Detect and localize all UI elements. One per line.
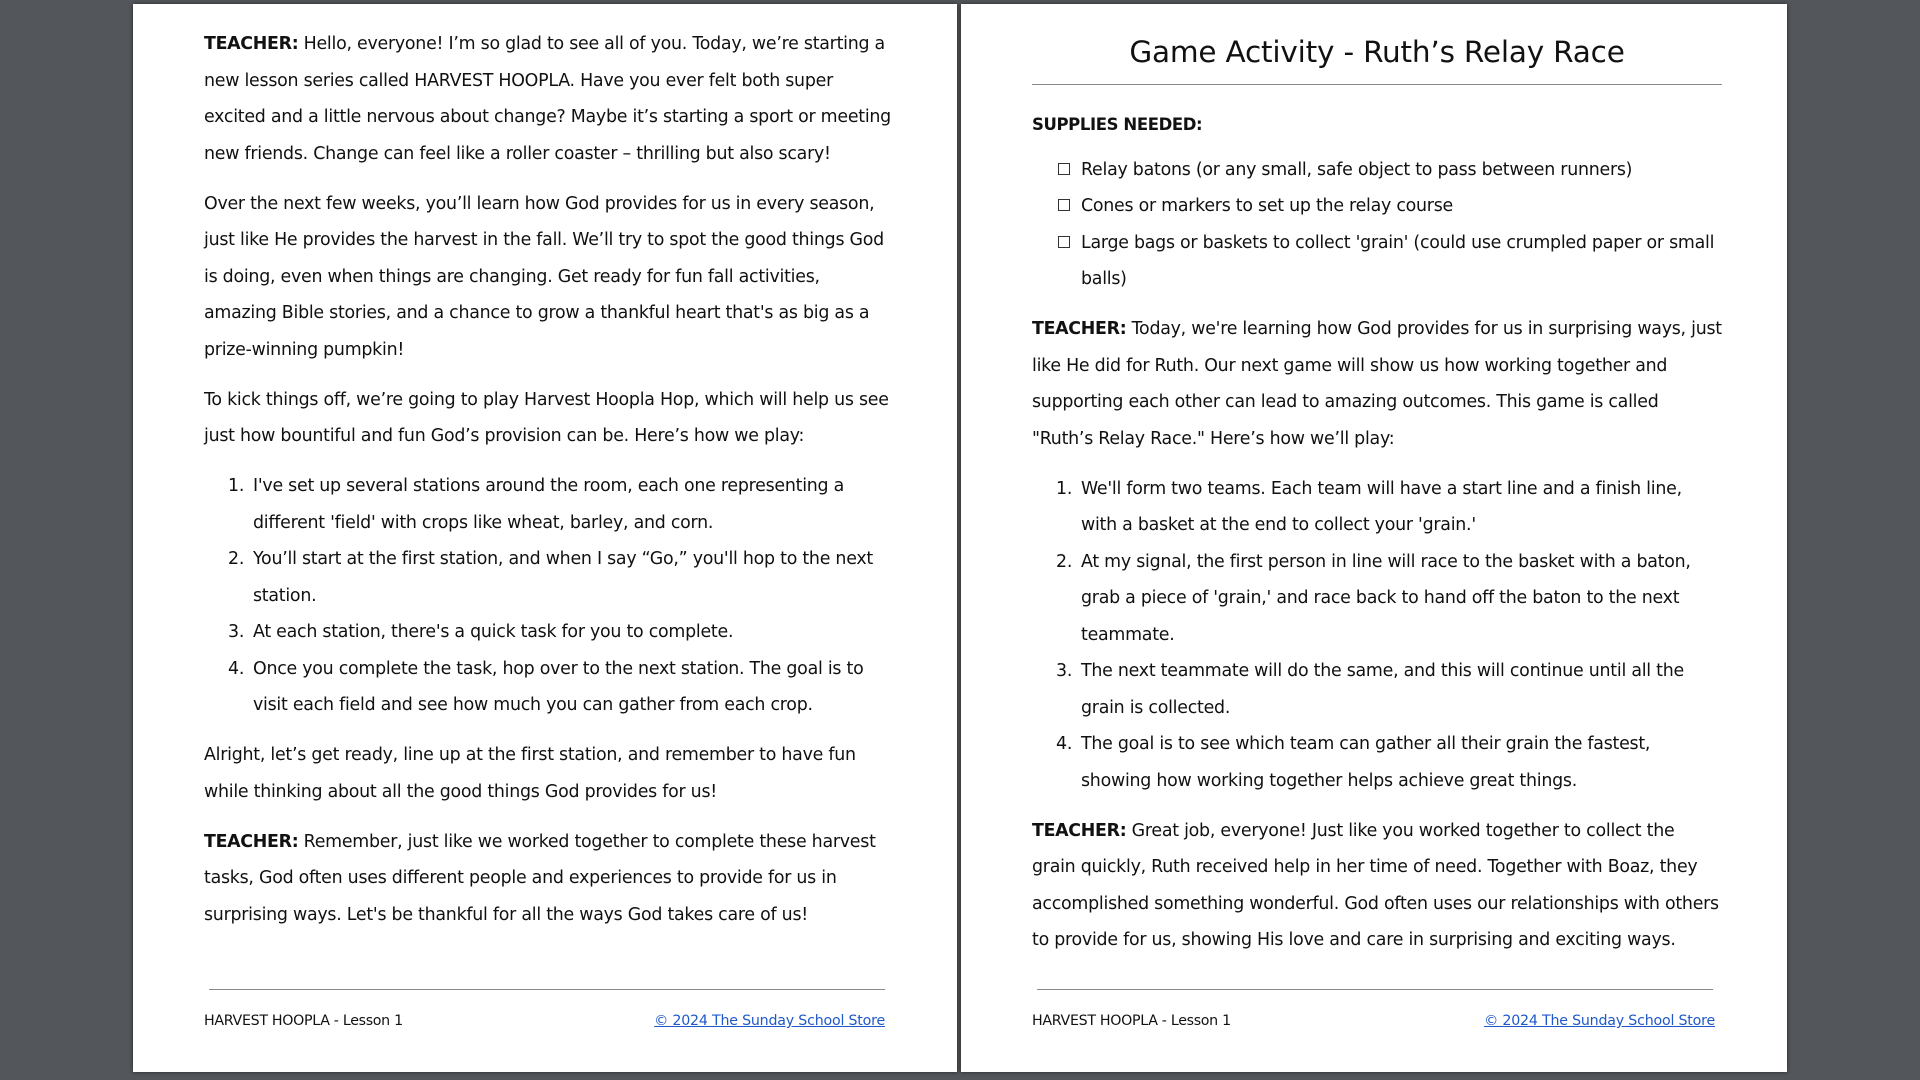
list-item-text: I've set up several stations around the room, each one representing a different 'field' with crops like wheat, barley, and corn. [253, 476, 845, 533]
supplies-heading: SUPPLIES NEEDED: [1032, 115, 1203, 134]
list-number: 4. [228, 658, 245, 679]
footer-divider [1037, 989, 1713, 990]
paragraph: Over the next few weeks, you’ll learn how God provides for us in every season, just like He provides the harvest in the fall. We’ll try to spot the good things God is doing, even when things are changing. Get ready for fun fall activities, amazing Bible stories, and a chance to grow a thankful heart that's as big as a prize-winning pumpkin! [204, 193, 884, 360]
checklist-item [1032, 152, 1722, 189]
list-item [1032, 544, 1722, 654]
list-number: 2. [228, 549, 245, 569]
document-page-right [961, 4, 1787, 1072]
teacher-paragraph [204, 26, 894, 172]
paragraph-text: Hello, everyone! I’m so glad to see all of you. Today, we’re starting a new lesson series called HARVEST HOOPLA. Have you ever felt both super excited and a little nervous about change? Maybe it’s starting a sport or meeting new friends. Change can feel like a roller coaster – thrilling but also scary! [204, 34, 891, 164]
list-number: 3. [228, 622, 245, 642]
teacher-paragraph [1032, 311, 1722, 457]
footer-lesson-label: HARVEST HOOPLA - Lesson 1 [1032, 1013, 1231, 1029]
list-item-text: At my signal, the first person in line will race to the basket with a baton, grab a piece of 'grain,' and race back to hand off the baton to the next teammate. [1081, 551, 1691, 645]
list-number: 3. [1056, 661, 1073, 681]
speaker-label: TEACHER: [204, 34, 299, 54]
checklist-item-text: Relay batons (or any small, safe object to pass between runners) [1081, 159, 1633, 180]
list-item [1032, 471, 1722, 544]
footer-divider [209, 989, 885, 990]
page-content [204, 26, 894, 947]
list-item [204, 541, 894, 614]
page-content [1032, 26, 1722, 972]
paragraph-text: Today, we're learning how God provides for us in surprising ways, just like He did for Ruth. Our next game will show us how working together and supporting each other can lead to amazing outcomes. This game is called "Ruth’s Relay Race." Here’s how we’ll play: [1032, 319, 1722, 449]
list-item [204, 651, 894, 724]
teacher-paragraph [204, 824, 894, 934]
list-item-text: We'll form two teams. Each team will have a start line and a finish line, with a basket at the end to collect your 'grain.' [1081, 478, 1682, 535]
copyright-link[interactable]: © 2024 The Sunday School Store [654, 1013, 885, 1029]
list-number: 4. [1056, 734, 1073, 754]
teacher-paragraph [1032, 813, 1722, 959]
list-item [204, 468, 894, 541]
checklist-item-text: Cones or markers to set up the relay course [1081, 196, 1453, 216]
list-number: 2. [1056, 551, 1073, 572]
checkbox-icon [1058, 163, 1070, 175]
supplies-checklist [1032, 152, 1722, 298]
paragraph-text: Remember, just like we worked together to complete these harvest tasks, God often uses different people and experiences to provide for us in surprising ways. Let's be thankful for all the ways God takes care of us! [204, 831, 876, 925]
list-item-text: The next teammate will do the same, and this will continue until all the grain is collected. [1081, 661, 1684, 718]
checkbox-icon [1058, 199, 1070, 211]
list-item [204, 614, 894, 651]
numbered-list [204, 468, 894, 724]
checklist-item [1032, 188, 1722, 225]
checklist-item [1032, 225, 1722, 298]
paragraph-text: Great job, everyone! Just like you worked together to collect the grain quickly, Ruth received help in her time of need. Together with Boaz, they accomplished something wonderful. God often uses our relationships with others to provide for us, showing His love and care in surprising and exciting ways. [1032, 820, 1719, 950]
paragraph: Alright, let’s get ready, line up at the first station, and remember to have fun while thinking about all the good things God provides for us! [204, 745, 856, 802]
document-page-left [133, 4, 957, 1072]
speaker-label: TEACHER: [1032, 319, 1127, 339]
copyright-link[interactable]: © 2024 The Sunday School Store [1484, 1013, 1715, 1029]
checklist-item-text: Large bags or baskets to collect 'grain' (could use crumpled paper or small balls) [1081, 232, 1715, 289]
list-item-text: The goal is to see which team can gather all their grain the fastest, showing how working together helps achieve great things. [1081, 734, 1651, 791]
list-item [1032, 726, 1722, 799]
footer-lesson-label: HARVEST HOOPLA - Lesson 1 [204, 1013, 403, 1029]
list-number: 1. [228, 476, 245, 496]
numbered-list [1032, 471, 1722, 800]
checkbox-icon [1058, 236, 1070, 248]
list-item-text: Once you complete the task, hop over to the next station. The goal is to visit each field and see how much you can gather from each crop. [253, 658, 864, 715]
list-number: 1. [1056, 478, 1073, 499]
paragraph: To kick things off, we’re going to play Harvest Hoopla Hop, which will help us see just how bountiful and fun God’s provision can be. Here’s how we play: [204, 389, 889, 446]
page-title: Game Activity - Ruth’s Relay Race [1032, 32, 1722, 85]
list-item-text: At each station, there's a quick task for you to complete. [253, 622, 734, 642]
list-item [1032, 653, 1722, 726]
list-item-text: You’ll start at the first station, and when I say “Go,” you'll hop to the next station. [253, 549, 873, 606]
speaker-label: TEACHER: [204, 831, 299, 852]
speaker-label: TEACHER: [1032, 820, 1127, 841]
